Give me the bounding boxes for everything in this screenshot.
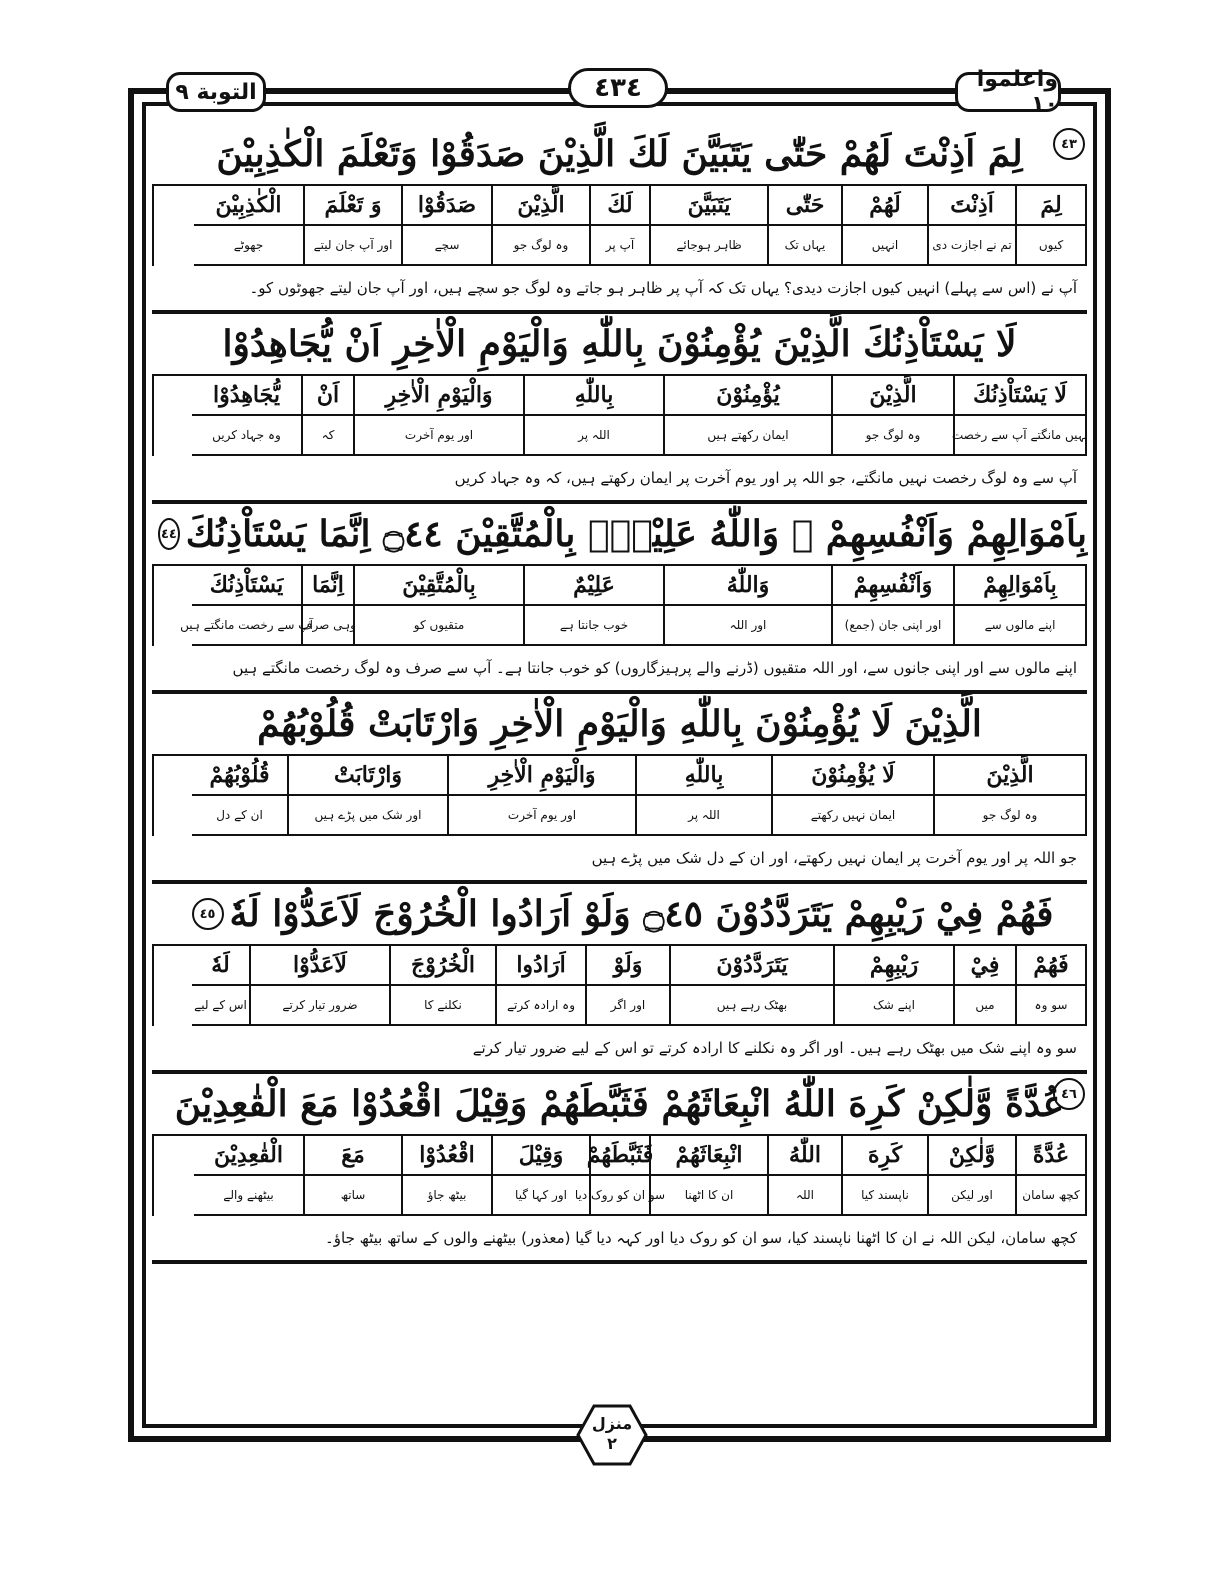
urdu-translation-line: آپ نے (اس سے پہلے) انہیں کیوں اجازت دیدی؟ یہاں تک کہ آپ پر ظاہر ہو جاتے وہ لوگ جو سچے ہیں، اور آپ جان لیتے جھوٹوں کو۔ [152, 266, 1087, 312]
arabic-word-cell: بِاللّٰهِ [525, 376, 665, 416]
urdu-meaning-cell: اللہ پر [637, 796, 773, 836]
arabic-word-cell: يَتَبَيَّنَ [651, 186, 769, 226]
manzil-label: منزل [591, 1414, 633, 1433]
urdu-meaning-cell: اور کہا گیا [493, 1176, 591, 1216]
urdu-meaning-cell: اور لیکن [929, 1176, 1017, 1216]
urdu-translation-line: کچھ سامان، لیکن اللہ نے ان کا اٹھنا ناپسند کیا، سو ان کو روک دیا اور کہہ دیا گیا (معذور) بیٹھنے والوں کے ساتھ بیٹھ جاؤ۔ [152, 1216, 1087, 1262]
arabic-verse-text: لِمَ اَذِنْتَ لَهُمْ حَتّٰى يَتَبَيَّنَ لَكَ الَّذِيْنَ صَدَقُوْا وَتَعْلَمَ الْكٰذِبِيْنَ [216, 133, 1023, 175]
urdu-meaning-cell: اللہ پر [525, 416, 665, 456]
urdu-meaning-cell: ایمان نہیں رکھتے [773, 796, 935, 836]
urdu-meaning-cell: خوب جانتا ہے [525, 606, 665, 646]
urdu-meaning-cell: وہ لوگ جو [833, 416, 955, 456]
manzil-number: ٢ [607, 1434, 617, 1453]
urdu-translation-line: سو وہ اپنے شک میں بھٹک رہے ہیں۔ اور اگر وہ نکلنے کا ارادہ کرتے تو اس کے لیے ضرور تیار کرتے [152, 1026, 1087, 1072]
urdu-meaning-cell: ظاہر ہوجائے [651, 226, 769, 266]
page-number: ٤٣٤ [568, 68, 668, 108]
ayah-number-marker: ٤٥ [192, 898, 224, 930]
arabic-verse-line [152, 694, 1087, 754]
urdu-meaning-cell: اور آپ جان لیتے [305, 226, 403, 266]
urdu-meaning-cell: متقیوں کو [355, 606, 525, 646]
urdu-meaning-cell: وہ لوگ جو [493, 226, 591, 266]
arabic-word-cell: وَارْتَابَتْ [289, 756, 449, 796]
urdu-meaning-cell: وہ جہاد کریں [192, 416, 303, 456]
arabic-word-cell: فَثَبَّطَهُمْ [591, 1136, 651, 1176]
verse-section [152, 694, 1087, 884]
arabic-verse-line [152, 124, 1087, 184]
arabic-word-cell: قُلُوْبُهُمْ [192, 756, 289, 796]
manzil-badge [576, 1404, 648, 1466]
arabic-word-cell: الَّذِيْنَ [493, 186, 591, 226]
urdu-meaning-cell: اور اپنی جان (جمع) [833, 606, 955, 646]
urdu-meaning-cell: اور اگر [587, 986, 671, 1026]
urdu-meaning-cell: بیٹھنے والے [194, 1176, 305, 1216]
arabic-word-cell: لَكَ [591, 186, 651, 226]
arabic-word-cell: وَقِيْلَ [493, 1136, 591, 1176]
arabic-word-cell: رَيْبِهِمْ [835, 946, 955, 986]
urdu-meaning-cell: وہ لوگ جو [935, 796, 1087, 836]
arabic-word-cell: بِالْمُتَّقِيْنَ [355, 566, 525, 606]
ayah-number-marker: ٤٣ [1053, 128, 1085, 160]
arabic-verse-line [152, 1074, 1087, 1134]
arabic-word-cell: بِاللّٰهِ [637, 756, 773, 796]
word-meaning-grid [152, 754, 1087, 836]
arabic-word-cell: لِمَ [1017, 186, 1087, 226]
verse-section [152, 124, 1087, 314]
urdu-meaning-cell: سو وہ [1017, 986, 1087, 1026]
urdu-meaning-cell: بیٹھ جاؤ [403, 1176, 493, 1216]
arabic-word-cell: الْقٰعِدِيْنَ [194, 1136, 305, 1176]
arabic-word-cell: وَّلٰكِنْ [929, 1136, 1017, 1176]
urdu-translation-line: آپ سے وہ لوگ رخصت نہیں مانگتے، جو اللہ پر اور یوم آخرت پر ایمان رکھتے ہیں، کہ وہ جہاد کریں [152, 456, 1087, 502]
verse-section [152, 1074, 1087, 1264]
arabic-word-cell: كَرِهَ [843, 1136, 929, 1176]
arabic-verse-text: بِاَمْوَالِهِمْ وَاَنْفُسِهِمْ ۭ وَاللّٰهُ عَلِيْمٌۢ بِالْمُتَّقِيْنَ ۝٤٤ اِنَّمَا يَسْتَاْذِنُكَ [185, 513, 1087, 555]
urdu-meaning-cell: اپنے شک [835, 986, 955, 1026]
arabic-verse-text: فَهُمْ فِيْ رَيْبِهِمْ يَتَرَدَّدُوْنَ ۝٤٥ وَلَوْ اَرَادُوا الْخُرُوْجَ لَاَعَدُّوْا لَهٗ [229, 893, 1054, 935]
arabic-word-cell: الْكٰذِبِيْنَ [194, 186, 305, 226]
urdu-meaning-cell: ان کے دل [192, 796, 289, 836]
urdu-meaning-cell: ان کا اٹھنا [651, 1176, 769, 1216]
arabic-word-cell: يُّجَاهِدُوْا [192, 376, 303, 416]
word-meaning-grid [152, 184, 1087, 266]
arabic-word-cell: لَهٗ [192, 946, 251, 986]
arabic-word-cell: لَاَعَدُّوْا [251, 946, 391, 986]
word-meaning-grid [152, 564, 1087, 646]
arabic-word-cell: اَرَادُوا [497, 946, 587, 986]
urdu-meaning-cell: انہیں [843, 226, 929, 266]
arabic-word-cell: مَعَ [305, 1136, 403, 1176]
urdu-meaning-cell: وہی صرف [303, 606, 355, 646]
ayah-number-marker: ٤٦ [1053, 1078, 1085, 1110]
arabic-verse-line [152, 314, 1087, 374]
urdu-meaning-cell: آپ سے رخصت مانگتے ہیں [192, 606, 303, 646]
urdu-meaning-cell: یہاں تک [769, 226, 843, 266]
arabic-word-cell: يَسْتَاْذِنُكَ [192, 566, 303, 606]
arabic-word-cell: فِيْ [955, 946, 1017, 986]
urdu-translation-line: اپنے مالوں سے اور اپنی جانوں سے، اور اللہ متقیوں (ڈرنے والے پرہیزگاروں) کو خوب جانتا ہے۔ آپ سے صرف وہ لوگ رخصت مانگتے ہیں [152, 646, 1087, 692]
arabic-word-cell: فَهُمْ [1017, 946, 1087, 986]
word-meaning-grid [152, 374, 1087, 456]
arabic-word-cell: وَالْيَوْمِ الْاٰخِرِ [355, 376, 525, 416]
urdu-meaning-cell: سچے [403, 226, 493, 266]
arabic-word-cell: بِاَمْوَالِهِمْ [955, 566, 1087, 606]
urdu-meaning-cell: اور یوم آخرت [355, 416, 525, 456]
arabic-word-cell: وَالْيَوْمِ الْاٰخِرِ [449, 756, 637, 796]
arabic-word-cell: اقْعُدُوْا [403, 1136, 493, 1176]
urdu-meaning-cell: کہ [303, 416, 355, 456]
arabic-word-cell: وَاَنْفُسِهِمْ [833, 566, 955, 606]
verse-section [152, 504, 1087, 694]
arabic-word-cell: اِنَّمَا [303, 566, 355, 606]
juz-label: واعلموا ١٠ [955, 72, 1061, 112]
arabic-word-cell: اللّٰهُ [769, 1136, 843, 1176]
arabic-word-cell: حَتّٰى [769, 186, 843, 226]
arabic-word-cell: انْبِعَاثَهُمْ [651, 1136, 769, 1176]
urdu-meaning-cell: ساتھ [305, 1176, 403, 1216]
urdu-meaning-cell: ضرور تیار کرتے [251, 986, 391, 1026]
arabic-word-cell: صَدَقُوْا [403, 186, 493, 226]
arabic-word-cell: لَا يَسْتَاْذِنُكَ [955, 376, 1087, 416]
arabic-word-cell: لَهُمْ [843, 186, 929, 226]
urdu-meaning-cell: اور یوم آخرت [449, 796, 637, 836]
urdu-meaning-cell: نہیں مانگتے آپ سے رخصت [955, 416, 1087, 456]
arabic-word-cell: عَلِيْمٌ [525, 566, 665, 606]
verse-section [152, 884, 1087, 1074]
arabic-word-cell: اَنْ [303, 376, 355, 416]
arabic-word-cell: لَا يُؤْمِنُوْنَ [773, 756, 935, 796]
urdu-meaning-cell: ناپسند کیا [843, 1176, 929, 1216]
arabic-word-cell: الَّذِيْنَ [833, 376, 955, 416]
urdu-meaning-cell: بھٹک رہے ہیں [671, 986, 835, 1026]
arabic-word-cell: الَّذِيْنَ [935, 756, 1087, 796]
urdu-meaning-cell: اور اللہ [665, 606, 833, 646]
surah-label: التوبة ٩ [166, 72, 266, 112]
arabic-word-cell: وَلَوْ [587, 946, 671, 986]
arabic-word-cell: وَاللّٰهُ [665, 566, 833, 606]
arabic-verse-text: عُدَّةً وَّلٰكِنْ كَرِهَ اللّٰهُ انْبِعَاثَهُمْ فَثَبَّطَهُمْ وَقِيْلَ اقْعُدُوْا مَعَ الْقٰعِدِيْنَ [174, 1083, 1065, 1125]
urdu-meaning-cell: آپ پر [591, 226, 651, 266]
arabic-verse-text: الَّذِيْنَ لَا يُؤْمِنُوْنَ بِاللّٰهِ وَالْيَوْمِ الْاٰخِرِ وَارْتَابَتْ قُلُوْبُهُمْ [257, 703, 982, 745]
urdu-meaning-cell: جھوٹے [194, 226, 305, 266]
arabic-verse-line [152, 504, 1087, 564]
arabic-verse-text: لَا يَسْتَاْذِنُكَ الَّذِيْنَ يُؤْمِنُوْنَ بِاللّٰهِ وَالْيَوْمِ الْاٰخِرِ اَنْ يُّجَاهِدُوْا [222, 323, 1017, 365]
word-meaning-grid [152, 1134, 1087, 1216]
arabic-word-cell: اَذِنْتَ [929, 186, 1017, 226]
urdu-meaning-cell: کیوں [1017, 226, 1087, 266]
arabic-word-cell: وَ تَعْلَمَ [305, 186, 403, 226]
word-meaning-grid [152, 944, 1087, 1026]
arabic-verse-line [152, 884, 1087, 944]
urdu-meaning-cell: اپنے مالوں سے [955, 606, 1087, 646]
urdu-meaning-cell: تم نے اجازت دی [929, 226, 1017, 266]
urdu-meaning-cell: میں [955, 986, 1017, 1026]
ayah-number-marker: ٤٤ [158, 518, 180, 550]
urdu-meaning-cell: اللہ [769, 1176, 843, 1216]
urdu-meaning-cell: اس کے لیے [192, 986, 251, 1026]
urdu-meaning-cell: سو ان کو روک دیا [591, 1176, 651, 1216]
urdu-translation-line: جو اللہ پر اور یوم آخرت پر ایمان نہیں رکھتے، اور ان کے دل شک میں پڑے ہیں [152, 836, 1087, 882]
urdu-meaning-cell: ایمان رکھتے ہیں [665, 416, 833, 456]
urdu-meaning-cell: اور شک میں پڑے ہیں [289, 796, 449, 836]
urdu-meaning-cell: وہ ارادہ کرتے [497, 986, 587, 1026]
arabic-word-cell: يُؤْمِنُوْنَ [665, 376, 833, 416]
arabic-word-cell: الْخُرُوْجَ [391, 946, 497, 986]
urdu-meaning-cell: کچھ سامان [1017, 1176, 1087, 1216]
arabic-word-cell: يَتَرَدَّدُوْنَ [671, 946, 835, 986]
urdu-meaning-cell: نکلنے کا [391, 986, 497, 1026]
page-content [152, 124, 1087, 1264]
verse-section [152, 314, 1087, 504]
arabic-word-cell: عُدَّةً [1017, 1136, 1087, 1176]
